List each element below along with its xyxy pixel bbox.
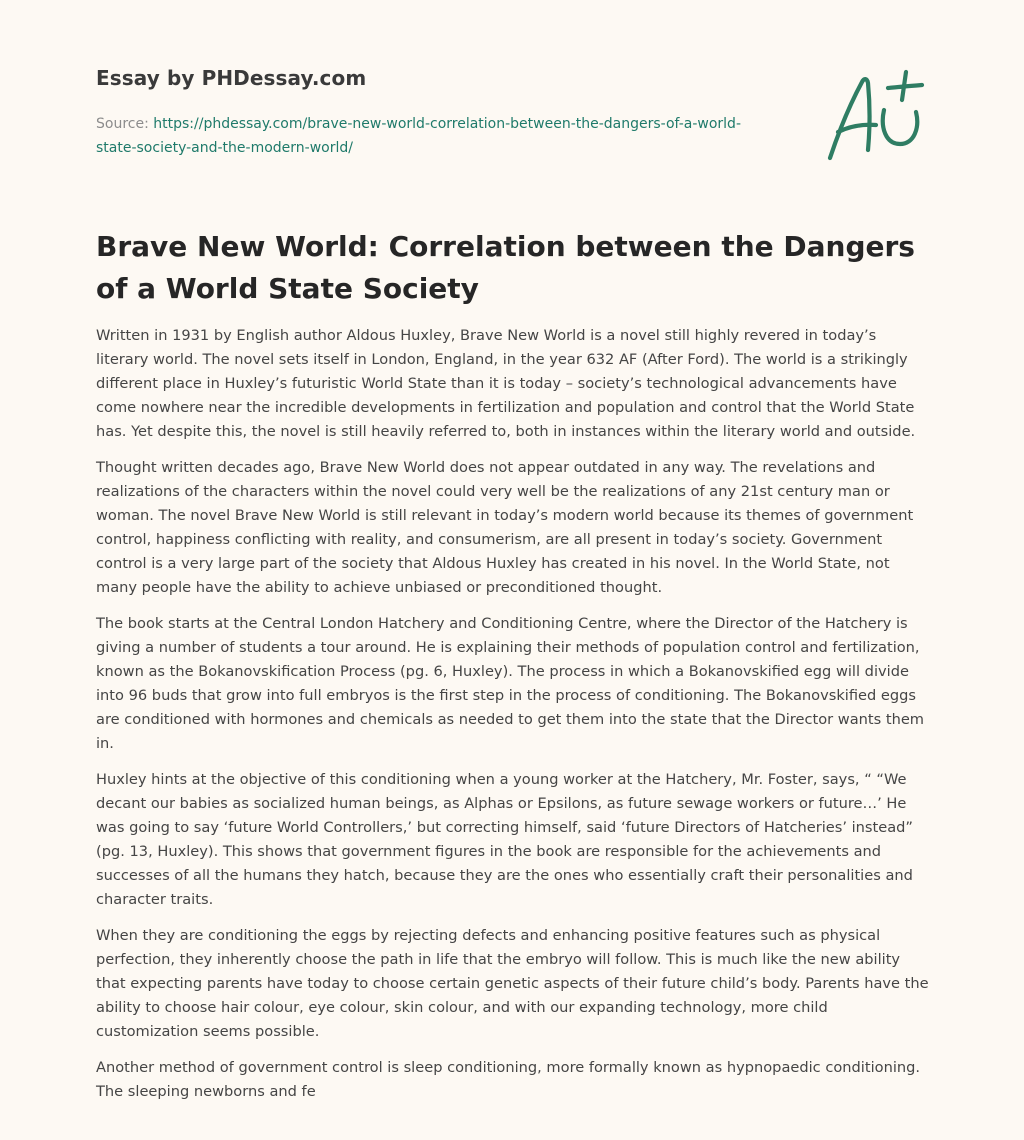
a-plus-grade-icon (824, 68, 928, 164)
essay-paragraph: Thought written decades ago, Brave New World does not appear outdated in any way. The revelations and realizations of the characters within the novel could very well be the realizations of any 21st century man or woman. The novel Brave New World is still relevant in today’s modern world because its themes of government control, happiness conflicting with reality, and consumerism, are all present in today’s society. Government control is a very large part of the society that Aldous Huxley has created in his novel. In the World State, not many people have the ability to achieve unbiased or preconditioned thought. (96, 459, 914, 596)
essay-paragraph: Written in 1931 by English author Aldous Huxley, Brave New World is a novel still highly revered in today’s literary world. The novel sets itself in London, England, in the year 632 AF (After Ford). The world is a strikingly different place in Huxley’s futuristic World State than it is today – society’s technological advancements have come nowhere near the incredible developments in fertilization and population and control that the World State has. Yet despite this, the novel is still heavily referred to, both in instances within the literary world and outside. (96, 327, 916, 440)
source-label: Source: (96, 116, 149, 132)
essay-paragraph: Another method of government control is sleep conditioning, more formally known as hypnopaedic conditioning. The sleeping newborns and fe (96, 1059, 921, 1100)
source-line (96, 112, 776, 160)
source-link[interactable]: https://phdessay.com/brave-new-world-correlation-between-the-dangers-of-a-world-state-society-and-the-modern-world/ (96, 116, 741, 156)
essay-body (96, 324, 932, 1116)
site-title: Essay by PHDessay.com (96, 66, 367, 90)
essay-paragraph: When they are conditioning the eggs by rejecting defects and enhancing positive features such as physical perfection, they inherently choose the path in life that the embryo will follow. This is much like the new ability that expecting parents have today to choose certain genetic aspects of their future child’s body. Parents have the ability to choose hair colour, eye colour, skin colour, and with our expanding technology, more child customization seems possible. (96, 927, 929, 1040)
essay-paragraph: Huxley hints at the objective of this conditioning when a young worker at the Hatchery, Mr. Foster, says, “ “We decant our babies as socialized human beings, as Alphas or Epsilons, as future sewage workers or future…’ He was going to say ‘future World Controllers,’ but correcting himself, said ‘future Directors of Hatcheries’ instead” (pg. 13, Huxley). This shows that government figures in the book are responsible for the achievements and successes of all the humans they hatch, because they are the ones who essentially craft their personalities and character traits. (96, 771, 913, 908)
essay-title: Brave New World: Correlation between the Dangers of a World State Society (96, 230, 915, 305)
essay-paragraph: The book starts at the Central London Hatchery and Conditioning Centre, where the Director of the Hatchery is giving a number of students a tour around. He is explaining their methods of population control and fertilization, known as the Bokanovskification Process (pg. 6, Huxley). The process in which a Bokanovskified egg will divide into 96 buds that grow into full embryos is the first step in the process of conditioning. The Bokanovskified eggs are conditioned with hormones and chemicals as needed to get them into the state that the Director wants them in. (96, 615, 925, 752)
